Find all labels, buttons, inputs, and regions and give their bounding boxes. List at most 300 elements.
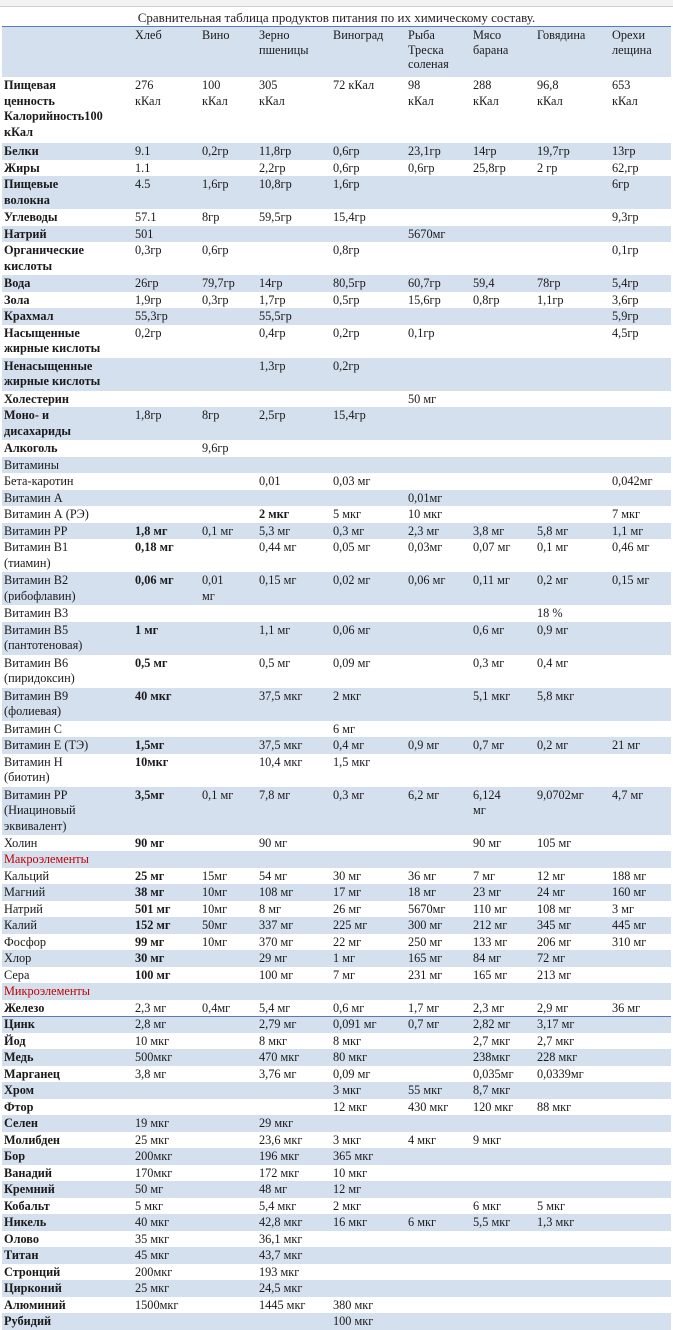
table-cell: 6 мг [333, 721, 356, 736]
table-cell: 21 мг [612, 738, 641, 752]
table-cell: 7 мг [473, 868, 496, 883]
table-row [2, 77, 671, 143]
table-cell: 0,7 мг [408, 1017, 440, 1031]
row-label: Пищевые волокна [4, 177, 59, 207]
row-label: Стронций [4, 1264, 61, 1279]
table-cell: 84 мг [473, 951, 502, 965]
table-row [2, 572, 671, 605]
table-cell: 0,6гр [408, 160, 435, 175]
table-row [2, 983, 671, 1000]
table-cell: 8 мкг [333, 1033, 362, 1048]
table-cell: 206 мг [537, 934, 572, 949]
table-cell: 43,7 мкг [259, 1248, 303, 1262]
table-cell: 0,05 мг [333, 540, 371, 554]
table-cell: 42,8 мкг [259, 1215, 303, 1229]
row-label: Холестерин [4, 391, 69, 406]
table-cell: 0,15 мг [259, 573, 297, 587]
row-label: Алюминий [4, 1297, 66, 1312]
table-cell: 228 мкг [537, 1050, 578, 1064]
table-row [2, 622, 671, 655]
table-cell: 231 мг [408, 967, 443, 982]
table-cell: 7 мкг [612, 507, 641, 521]
table-cell: 0,1 мг [202, 787, 234, 802]
table-row [2, 1198, 671, 1215]
table-cell: 72 мг [537, 951, 566, 965]
table-cell: 0,8гр [473, 292, 500, 307]
table-row [2, 1066, 671, 1083]
table-cell: 0,4мг [202, 1000, 231, 1015]
table-cell: 0,01 мг [202, 573, 224, 603]
row-label: Белки [4, 144, 39, 158]
table-cell: 0,6гр [202, 243, 229, 257]
row-label: Жиры [4, 160, 40, 175]
table-cell: 36 мг [408, 868, 437, 883]
table-cell: 36 мг [612, 1000, 641, 1015]
table-cell: 0,1 мг [537, 540, 569, 554]
table-cell: 653 кКал [612, 78, 638, 108]
table-cell: 170мкг [135, 1165, 173, 1180]
table-row [2, 391, 671, 408]
table-cell: 0,03мг [408, 540, 443, 554]
column-header: Виноград [333, 28, 384, 42]
table-cell: 59,5гр [259, 210, 292, 224]
table-cell: 90 мг [259, 835, 288, 850]
row-label: Хлор [4, 951, 32, 965]
table-cell: 212 мг [473, 918, 508, 932]
table-cell: 1 мг [135, 622, 159, 637]
table-cell: 55,3гр [135, 309, 168, 323]
table-row [2, 1181, 671, 1198]
table-cell: 0,2гр [333, 358, 360, 373]
table-cell: 60,7гр [408, 276, 441, 290]
row-label: Ненасыщенные жирные кислоты [4, 358, 101, 388]
table-cell: 2 мкг [259, 507, 290, 521]
table-row [2, 1016, 671, 1033]
row-label: Витамин В6 (пиридоксин) [4, 655, 75, 685]
table-cell: 0,042мг [612, 474, 653, 488]
row-label: Хром [4, 1083, 35, 1097]
table-cell: 9.1 [135, 144, 151, 158]
row-label: Витамин РР (Ниациновый эквивалент) [4, 787, 76, 833]
column-header: Рыба Треска соленая [408, 28, 449, 71]
table-cell: 2,3 мг [473, 1000, 505, 1015]
table-cell: 300 мг [408, 918, 443, 932]
table-cell: 19,7гр [537, 144, 570, 158]
table-cell: 0,8гр [333, 243, 360, 257]
table-cell: 10мг [202, 901, 228, 916]
table-cell: 225 мг [333, 918, 368, 932]
table-cell: 40 мкг [135, 1215, 170, 1229]
table-cell: 2,3 мг [408, 523, 440, 538]
table-cell: 0,4 мг [333, 738, 365, 752]
table-cell: 2,5гр [259, 408, 286, 422]
row-label: Ванадий [4, 1165, 52, 1180]
table-cell: 276 кКал [135, 78, 161, 108]
table-cell: 30 мг [333, 868, 362, 883]
table-cell: 10 мкг [135, 1033, 170, 1048]
table-cell: 1,7гр [259, 292, 286, 307]
row-label: Натрий [4, 901, 43, 916]
table-cell: 6гр [612, 177, 630, 191]
row-label: Фосфор [4, 934, 47, 949]
column-header: Вино [202, 28, 230, 42]
table-row [2, 655, 671, 688]
row-label: Кальций [4, 868, 50, 883]
table-cell: 80 мкг [333, 1050, 368, 1064]
table-cell: 0,3 мг [333, 523, 365, 538]
table-cell: 30 мг [135, 951, 165, 965]
table-cell: 10,8гр [259, 177, 292, 191]
table-cell: 96,8 кКал [537, 78, 563, 108]
table-cell: 100 мг [135, 967, 171, 982]
table-cell: 0,2 мг [537, 573, 569, 587]
row-label: Углеводы [4, 210, 58, 224]
table-cell: 152 мг [135, 918, 171, 932]
table-cell: 2,82 мг [473, 1017, 511, 1031]
table-cell: 14гр [259, 276, 283, 290]
row-label: Витамин С [4, 721, 62, 736]
table-cell: 1,1 мг [259, 622, 291, 637]
table-cell: 3,5мг [135, 787, 165, 802]
table-cell: 9,6гр [202, 441, 229, 455]
row-label: Зола [4, 292, 30, 307]
row-label: Насыщенные жирные кислоты [4, 325, 101, 355]
row-label: Витамин А [4, 490, 63, 505]
table-cell: 470 мкг [259, 1050, 300, 1064]
table-cell: 430 мкг [408, 1099, 449, 1114]
table-cell: 445 мг [612, 918, 647, 932]
table-cell: 55 мкг [408, 1083, 443, 1097]
table-row [2, 787, 671, 835]
table-row [2, 1297, 671, 1314]
table-cell: 37,5 мкг [259, 738, 303, 752]
table-cell: 14гр [473, 144, 497, 158]
table-row [2, 967, 671, 984]
table-cell: 0,07 мг [473, 540, 511, 554]
table-cell: 11,8гр [259, 144, 292, 158]
table-row [2, 358, 671, 391]
table-cell: 365 мкг [333, 1149, 374, 1163]
table-cell: 2,9 мг [537, 1000, 569, 1015]
table-row [2, 506, 671, 523]
table-title: Сравнительная таблица продуктов питания по их химическому составу. [137, 10, 536, 25]
table-cell: 5,4 мкг [259, 1198, 297, 1213]
table-cell: 15,4гр [333, 210, 366, 224]
table-cell: 1,3 мкг [537, 1215, 575, 1229]
row-label: Железо [4, 1000, 45, 1015]
table-cell: 0,9 мг [408, 738, 440, 752]
table-cell: 7 мг [333, 967, 356, 982]
table-cell: 15,6гр [408, 292, 441, 307]
table-row [2, 1280, 671, 1297]
table-cell: 80,5гр [333, 276, 366, 290]
table-cell: 6,2 мг [408, 787, 440, 802]
table-cell: 0,7 мг [473, 738, 505, 752]
table-cell: 0,01 [259, 474, 281, 488]
table-cell: 25 мкг [135, 1132, 170, 1147]
table-cell: 3,6гр [612, 292, 639, 307]
row-label: Кремний [4, 1182, 55, 1196]
table-row [2, 1264, 671, 1281]
row-label: Титан [4, 1248, 39, 1262]
table-cell: 501 [135, 226, 154, 241]
table-cell: 0,3 мг [473, 655, 505, 670]
table-cell: 1,5мг [135, 738, 165, 752]
row-label: Пищевая ценность Калорийность100 кКал [4, 78, 103, 139]
table-cell: 54 мг [259, 868, 288, 883]
table-cell: 0,3гр [202, 292, 229, 307]
table-row [2, 1099, 671, 1116]
table-cell: 88 мкг [537, 1099, 572, 1114]
row-label: Молибден [4, 1132, 61, 1147]
table-cell: 7,8 мг [259, 787, 291, 802]
table-row [2, 1115, 671, 1132]
row-label: Олово [4, 1231, 40, 1246]
table-cell: 24 мг [537, 885, 566, 899]
table-cell: 2 мкг [333, 1198, 362, 1213]
column-header: Хлеб [135, 28, 162, 42]
table-row [2, 160, 671, 177]
table-row [2, 1000, 671, 1017]
table-row [2, 884, 671, 901]
table-cell: 38 мг [135, 885, 165, 899]
table-cell: 62,гр [612, 160, 639, 175]
table-cell: 238мкг [473, 1050, 511, 1064]
table-cell: 0,2гр [135, 325, 162, 340]
table-cell: 5,1 мкг [473, 688, 511, 703]
table-cell: 90 мг [473, 835, 502, 850]
table-row [2, 1049, 671, 1066]
table-row [2, 473, 671, 490]
table-cell: 50 мг [408, 391, 437, 406]
table-row [2, 226, 671, 243]
table-cell: 50 мг [135, 1182, 164, 1196]
table-cell: 3,8 мг [473, 523, 505, 538]
table-cell: 100 мкг [333, 1314, 374, 1328]
row-label: Селен [4, 1116, 38, 1130]
table-cell: 120 мкг [473, 1099, 514, 1114]
table-cell: 5,4гр [612, 276, 639, 290]
table-cell: 0,15 мг [612, 573, 650, 587]
row-label: Крахмал [4, 309, 54, 323]
editor-ruler [0, 0, 673, 7]
table-cell: 0,091 мг [333, 1017, 377, 1031]
table-cell: 380 мкг [333, 1297, 374, 1312]
table-cell: 5,3 мг [259, 523, 291, 538]
table-cell: 0,2гр [333, 325, 360, 340]
row-label: Марганец [4, 1066, 60, 1081]
table-cell: 5,4 мг [259, 1000, 291, 1015]
table-cell: 200мкг [135, 1149, 173, 1163]
table-row [2, 1165, 671, 1182]
table-cell: 10мг [202, 934, 228, 949]
table-cell: 288 кКал [473, 78, 499, 108]
row-label: Фтор [4, 1099, 34, 1114]
table-cell: 15мг [202, 868, 228, 883]
table-cell: 78гр [537, 276, 561, 290]
table-cell: 0,6 мг [333, 1000, 365, 1015]
table-cell: 100 мг [259, 967, 294, 982]
table-cell: 0,0339мг [537, 1066, 584, 1081]
table-cell: 5 мкг [135, 1198, 164, 1213]
table-row [2, 851, 671, 868]
table-cell: 1,1 мг [612, 523, 644, 538]
table-cell: 4.5 [135, 177, 151, 191]
table-row [2, 1082, 671, 1099]
table-cell: 3 мг [612, 901, 635, 916]
table-cell: 5670мг [408, 226, 446, 241]
row-label: Витамин В5 (пантотеновая) [4, 622, 83, 652]
table-cell: 105 мг [537, 835, 572, 850]
table-cell: 0,46 мг [612, 540, 650, 554]
table-cell: 8гр [202, 408, 220, 422]
table-header-row [2, 27, 671, 77]
table-cell: 337 мг [259, 918, 294, 932]
table-row [2, 407, 671, 440]
table-row [2, 754, 671, 787]
table-cell: 12 мг [333, 1182, 362, 1196]
table-cell: 16 мкг [333, 1215, 368, 1229]
table-cell: 172 мкг [259, 1165, 300, 1180]
row-label: Бета-каротин [4, 474, 74, 488]
table-cell: 72 кКал [333, 78, 375, 92]
table-cell: 0,6 мг [473, 622, 505, 637]
table-cell: 5,8 мг [537, 523, 569, 538]
row-label: Магний [4, 885, 46, 899]
table-row [2, 1214, 671, 1231]
table-cell: 15,4гр [333, 408, 366, 422]
row-label: Алкоголь [4, 441, 58, 455]
table-cell: 1 мг [333, 951, 356, 965]
table-cell: 110 мг [473, 901, 507, 916]
row-label: Калий [4, 918, 37, 932]
table-cell: 345 мг [537, 918, 572, 932]
table-row [2, 1148, 671, 1165]
table-cell: 5 мкг [333, 507, 362, 521]
table-cell: 1,6гр [333, 177, 360, 191]
table-cell: 1,9гр [135, 292, 162, 307]
table-cell: 500мкг [135, 1050, 173, 1064]
table-row [2, 721, 671, 738]
row-label: Витамин РР [4, 523, 68, 538]
table-cell: 3 мкг [333, 1132, 362, 1147]
table-row [2, 1231, 671, 1248]
table-cell: 48 мг [259, 1182, 288, 1196]
table-row [2, 275, 671, 292]
table-cell: 1,1гр [537, 292, 564, 307]
table-cell: 2,8 мг [135, 1017, 167, 1031]
table-cell: 0,3гр [135, 243, 162, 257]
table-row [2, 539, 671, 572]
table-cell: 0,06 мг [135, 573, 174, 587]
table-cell: 0,5гр [333, 292, 360, 307]
table-cell: 5670мг [408, 901, 446, 916]
table-cell: 19 мкг [135, 1116, 170, 1130]
table-cell: 40 мкг [135, 688, 172, 703]
row-label: Моно- и дисахариды [4, 408, 71, 438]
table-cell: 79,7гр [202, 276, 235, 290]
table-cell: 6,124 мг [473, 787, 501, 817]
row-label: Медь [4, 1050, 34, 1064]
row-label: Холин [4, 835, 38, 850]
table-row [2, 1033, 671, 1050]
table-cell: 26 мг [333, 901, 362, 916]
table-cell: 5 мкг [537, 1198, 566, 1213]
table-cell: 22 мг [333, 934, 362, 949]
table-row [2, 457, 671, 474]
table-cell: 1500мкг [135, 1297, 179, 1312]
table-cell: 0,03 мг [333, 474, 371, 488]
row-label: Витамин В3 [4, 606, 69, 620]
table-cell: 0,06 мг [408, 573, 446, 587]
row-label: Сера [4, 967, 30, 982]
table-cell: 0,9 мг [537, 622, 569, 637]
table-cell: 0,02 мг [333, 573, 371, 587]
table-cell: 0,4гр [259, 325, 286, 340]
table-row [2, 688, 671, 721]
table-cell: 0,18 мг [135, 540, 174, 554]
table-cell: 57.1 [135, 210, 157, 224]
table-cell: 17 мг [333, 885, 362, 899]
table-cell: 18 мг [408, 885, 437, 899]
table-row [2, 308, 671, 325]
table-cell: 1,5 мкг [333, 754, 371, 769]
table-cell: 55,5гр [259, 309, 292, 323]
row-label: Витамин А (РЭ) [4, 507, 89, 521]
table-cell: 25 мкг [135, 1281, 170, 1295]
table-row [2, 209, 671, 226]
table-cell: 250 мг [408, 934, 443, 949]
table-cell: 0,2гр [202, 144, 229, 158]
table-cell: 36,1 мкг [259, 1231, 303, 1246]
table-cell: 9 мкг [473, 1132, 502, 1147]
table-cell: 5,5 мкг [473, 1215, 511, 1229]
table-cell: 4,5гр [612, 325, 639, 340]
table-cell: 1.1 [135, 160, 151, 175]
table-cell: 8гр [202, 210, 220, 224]
table-cell: 23,1гр [408, 144, 441, 158]
table-cell: 1,3гр [259, 358, 286, 373]
row-label: Рубидий [4, 1314, 52, 1328]
table-cell: 6 мкг [473, 1198, 502, 1213]
table-cell: 501 мг [135, 901, 171, 916]
table-row [2, 440, 671, 457]
table-cell: 0,6гр [333, 160, 360, 175]
table-cell: 0,06 мг [333, 622, 371, 637]
table-cell: 8,7 мкг [473, 1083, 511, 1097]
table-cell: 188 мг [612, 868, 647, 883]
table-body [2, 77, 671, 1330]
table-cell: 2 гр [537, 160, 558, 175]
table-row [2, 325, 671, 358]
table-row [2, 868, 671, 885]
table-cell: 10 мкг [333, 1165, 368, 1180]
table-cell: 133 мг [473, 934, 508, 949]
table-cell: 0,1гр [612, 243, 639, 257]
table-cell: 0,5 мг [135, 655, 168, 670]
table-row [2, 176, 671, 209]
table-cell: 12 мг [537, 868, 566, 883]
table-cell: 10 мкг [408, 507, 443, 521]
table-cell: 2,2гр [259, 160, 286, 175]
row-label: Витамин В9 (фолиевая) [4, 688, 69, 718]
table-cell: 26гр [135, 276, 159, 290]
table-cell: 24,5 мкг [259, 1281, 303, 1295]
row-label: Органические кислоты [4, 243, 84, 273]
table-cell: 108 мг [259, 885, 294, 899]
table-cell: 0,44 мг [259, 540, 297, 554]
table-cell: 2,7 мкг [537, 1033, 575, 1048]
